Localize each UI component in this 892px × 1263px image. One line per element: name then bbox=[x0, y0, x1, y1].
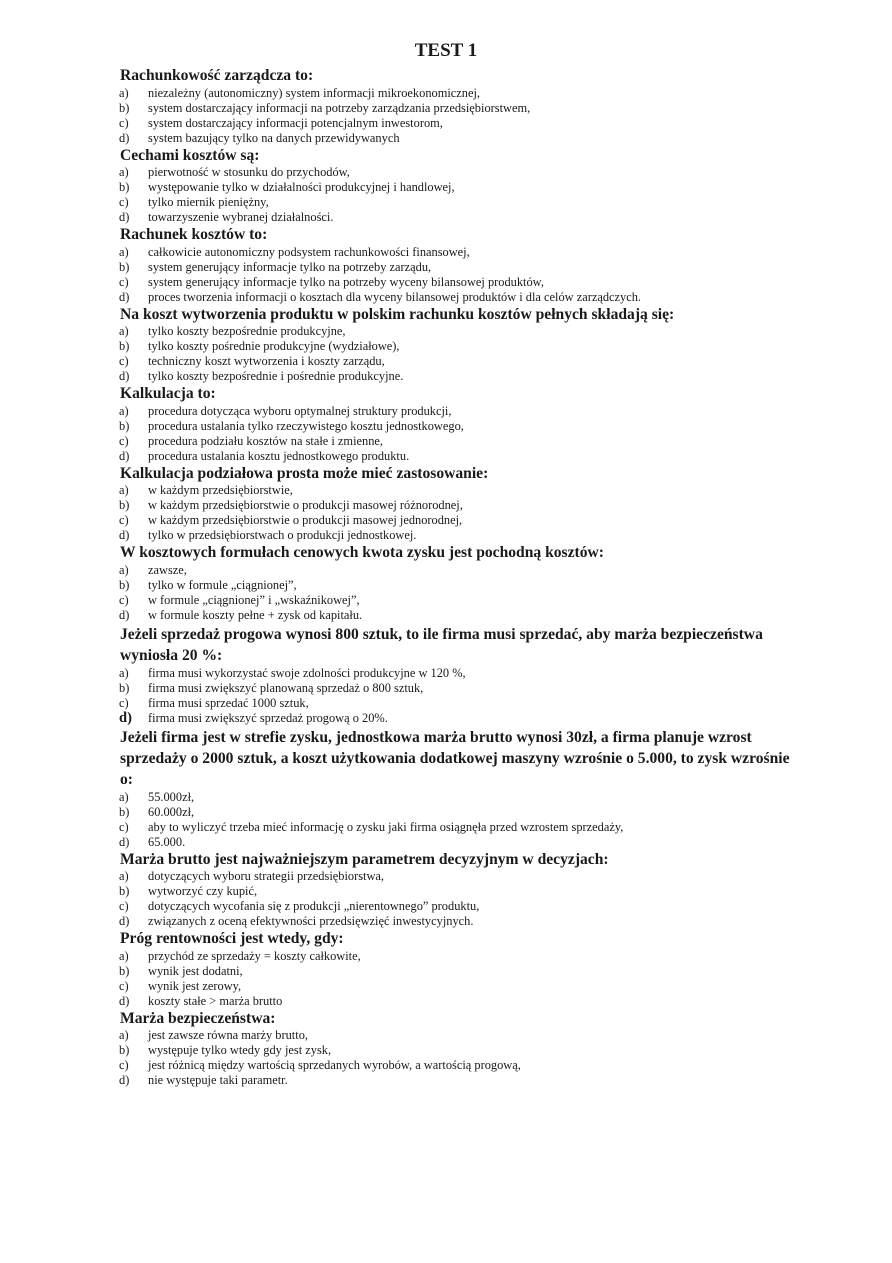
option-letter: d) bbox=[119, 289, 130, 304]
question-list bbox=[119, 66, 799, 1088]
question-block bbox=[119, 930, 799, 1009]
option-letter: b) bbox=[119, 339, 130, 353]
option-text: procedura podziału kosztów na stałe i zmienne, bbox=[148, 433, 383, 448]
option-text: procedura ustalania kosztu jednostkowego produktu. bbox=[148, 448, 410, 463]
question-block bbox=[119, 624, 799, 726]
option-text: 65.000. bbox=[148, 834, 186, 849]
option-letter: b) bbox=[119, 180, 130, 194]
option-text: procedura ustalania tylko rzeczywistego kosztu jednostkowego, bbox=[148, 418, 464, 433]
option-text: firma musi zwiększyć sprzedaż progową o 20%. bbox=[148, 710, 388, 725]
option-letter: c) bbox=[119, 695, 129, 710]
answer-option bbox=[119, 498, 799, 513]
option-text: tylko w przedsiębiorstwach o produkcji jednostkowej. bbox=[148, 528, 417, 542]
option-text: tylko koszty pośrednie produkcyjne (wydziałowe), bbox=[148, 339, 400, 353]
answer-option bbox=[119, 1058, 799, 1073]
question-text: Jeżeli sprzedaż progowa wynosi 800 sztuk, to ile firma musi sprzedać, aby marża bezpieczeństwa wyniosła 20 %: bbox=[120, 625, 763, 664]
answer-option bbox=[119, 711, 799, 726]
option-text: system dostarczający informacji na potrzeby zarządzania przedsiębiorstwem, bbox=[148, 100, 531, 115]
option-text: w każdym przedsiębiorstwie, bbox=[148, 483, 293, 497]
question-block bbox=[119, 465, 799, 544]
option-letter: c) bbox=[119, 195, 129, 209]
option-letter: a) bbox=[119, 665, 129, 680]
option-text: 55.000zł, bbox=[148, 789, 195, 804]
answer-option bbox=[119, 180, 799, 195]
answer-option bbox=[119, 210, 799, 225]
option-letter: a) bbox=[119, 483, 129, 497]
option-letter: c) bbox=[119, 899, 129, 913]
option-text: występowanie tylko w działalności produkcyjnej i handlowej, bbox=[148, 180, 455, 194]
option-letter: d) bbox=[119, 448, 130, 463]
option-letter: d) bbox=[119, 709, 132, 726]
option-letter: c) bbox=[119, 592, 129, 607]
option-letter: a) bbox=[119, 1028, 129, 1042]
question-text: Na koszt wytworzenia produktu w polskim rachunku kosztów pełnych składają się: bbox=[120, 305, 675, 323]
option-text: aby to wyliczyć trzeba mieć informację o zysku jaki firma osiągnęła przed wzrostem sprzedaży, bbox=[148, 819, 624, 834]
option-text: wytworzyć czy kupić, bbox=[148, 884, 258, 898]
option-text: jest różnicą między wartością sprzedanych wyrobów, a wartością progową, bbox=[148, 1058, 521, 1072]
answer-option bbox=[119, 419, 799, 434]
answer-option bbox=[119, 165, 799, 180]
option-text: w każdym przedsiębiorstwie o produkcji masowej różnorodnej, bbox=[148, 498, 463, 512]
answer-option bbox=[119, 483, 799, 498]
option-letter: d) bbox=[119, 1073, 130, 1087]
option-letter: a) bbox=[119, 562, 129, 577]
option-letter: c) bbox=[119, 978, 129, 993]
answer-option bbox=[119, 805, 799, 820]
option-letter: b) bbox=[119, 804, 130, 819]
answer-option bbox=[119, 608, 799, 623]
option-letter: b) bbox=[119, 100, 130, 115]
option-text: pierwotność w stosunku do przychodów, bbox=[148, 165, 350, 179]
option-letter: d) bbox=[119, 607, 130, 622]
option-letter: b) bbox=[119, 963, 130, 978]
option-text: w każdym przedsiębiorstwie o produkcji masowej jednorodnej, bbox=[148, 513, 463, 527]
option-text: nie występuje taki parametr. bbox=[148, 1073, 288, 1087]
answer-option bbox=[119, 404, 799, 419]
page-title: TEST 1 bbox=[414, 40, 478, 61]
question-text: Jeżeli firma jest w strefie zysku, jednostkowa marża brutto wynosi 30zł, a firma planuje wzrost sprzedaży o 2000 sztuk, a koszt użytkowania dodatkowej maszyny wzrośnie o 5.000, to zysk wzrośnie o: bbox=[120, 728, 790, 788]
question-block bbox=[119, 147, 799, 226]
option-letter: c) bbox=[119, 115, 129, 130]
option-text: 60.000zł, bbox=[148, 804, 195, 819]
option-text: występuje tylko wtedy gdy jest zysk, bbox=[148, 1043, 332, 1057]
answer-option bbox=[119, 593, 799, 608]
option-letter: b) bbox=[119, 498, 130, 512]
answer-option bbox=[119, 528, 799, 543]
answer-option bbox=[119, 979, 799, 994]
option-letter: c) bbox=[119, 513, 129, 527]
question-block bbox=[119, 851, 799, 930]
question-text: Marża brutto jest najważniejszym parametrem decyzyjnym w decyzjach: bbox=[120, 850, 609, 868]
question-block bbox=[119, 67, 799, 146]
answer-option bbox=[119, 324, 799, 339]
answer-option bbox=[119, 696, 799, 711]
answer-option bbox=[119, 869, 799, 884]
option-text: wynik jest dodatni, bbox=[148, 963, 243, 978]
option-text: system generujący informacje tylko na potrzeby zarządu, bbox=[148, 259, 432, 274]
option-text: w formule koszty pełne + zysk od kapitału. bbox=[148, 607, 363, 622]
question-text: Kalkulacja to: bbox=[120, 385, 216, 402]
option-text: firma musi sprzedać 1000 sztuk, bbox=[148, 695, 309, 710]
option-text: zawsze, bbox=[148, 562, 187, 577]
answer-option bbox=[119, 884, 799, 899]
answer-option bbox=[119, 899, 799, 914]
answer-option bbox=[119, 790, 799, 805]
option-letter: b) bbox=[119, 259, 130, 274]
option-text: związanych z oceną efektywności przedsięwzięć inwestycyjnych. bbox=[148, 914, 474, 928]
option-letter: a) bbox=[119, 244, 129, 259]
answer-option bbox=[119, 339, 799, 354]
option-text: techniczny koszt wytworzenia i koszty zarządu, bbox=[148, 354, 385, 368]
question-text: W kosztowych formułach cenowych kwota zysku jest pochodną kosztów: bbox=[120, 544, 604, 561]
option-text: tylko koszty bezpośrednie i pośrednie produkcyjne. bbox=[148, 369, 404, 383]
answer-option bbox=[119, 681, 799, 696]
option-text: tylko miernik pieniężny, bbox=[148, 195, 269, 209]
question-text: Rachunkowość zarządcza to: bbox=[120, 67, 314, 84]
option-text: tylko koszty bezpośrednie produkcyjne, bbox=[148, 324, 346, 338]
option-letter: d) bbox=[119, 528, 130, 542]
answer-option bbox=[119, 131, 799, 146]
answer-option bbox=[119, 1043, 799, 1058]
option-text: system generujący informacje tylko na potrzeby wyceny bilansowej produktów, bbox=[148, 274, 544, 289]
question-block bbox=[119, 306, 799, 385]
question-block bbox=[119, 1010, 799, 1089]
option-letter: c) bbox=[119, 433, 129, 448]
question-block bbox=[119, 385, 799, 464]
answer-option bbox=[119, 820, 799, 835]
option-letter: c) bbox=[119, 274, 129, 289]
option-text: towarzyszenie wybranej działalności. bbox=[148, 210, 334, 224]
option-letter: a) bbox=[119, 403, 129, 418]
option-letter: a) bbox=[119, 948, 129, 963]
option-letter: b) bbox=[119, 577, 130, 592]
option-text: niezależny (autonomiczny) system informacji mikroekonomicznej, bbox=[148, 85, 481, 100]
answer-option bbox=[119, 116, 799, 131]
answer-option bbox=[119, 449, 799, 464]
option-text: system bazujący tylko na danych przewidywanych bbox=[148, 130, 400, 145]
question-block bbox=[119, 544, 799, 623]
option-letter: d) bbox=[119, 914, 130, 928]
option-text: koszty stałe > marża brutto bbox=[148, 993, 283, 1008]
option-text: w formule „ciągnionej” i „wskaźnikowej”, bbox=[148, 592, 360, 607]
question-block bbox=[119, 226, 799, 305]
option-letter: d) bbox=[119, 210, 130, 224]
question-text: Cechami kosztów są: bbox=[120, 146, 260, 164]
option-letter: a) bbox=[119, 869, 129, 883]
option-letter: d) bbox=[119, 834, 130, 849]
answer-option bbox=[119, 195, 799, 210]
option-letter: c) bbox=[119, 819, 129, 834]
option-text: dotyczących wyboru strategii przedsiębiorstwa, bbox=[148, 869, 385, 883]
option-text: procedura dotycząca wyboru optymalnej struktury produkcji, bbox=[148, 403, 452, 418]
option-letter: b) bbox=[119, 418, 130, 433]
answer-option bbox=[119, 964, 799, 979]
answer-option bbox=[119, 245, 799, 260]
option-letter: c) bbox=[119, 1058, 129, 1072]
option-letter: d) bbox=[119, 130, 130, 145]
option-letter: c) bbox=[119, 354, 129, 368]
option-text: jest zawsze równa marży brutto, bbox=[148, 1028, 308, 1042]
answer-option bbox=[119, 563, 799, 578]
option-text: firma musi wykorzystać swoje zdolności produkcyjne w 120 %, bbox=[148, 665, 466, 680]
option-letter: a) bbox=[119, 789, 129, 804]
option-letter: d) bbox=[119, 369, 130, 383]
answer-option bbox=[119, 434, 799, 449]
answer-option bbox=[119, 513, 799, 528]
answer-option bbox=[119, 666, 799, 681]
answer-option bbox=[119, 260, 799, 275]
answer-option bbox=[119, 949, 799, 964]
answer-option bbox=[119, 1073, 799, 1088]
answer-option bbox=[119, 914, 799, 929]
question-block bbox=[119, 727, 799, 850]
option-text: tylko w formule „ciągnionej”, bbox=[148, 577, 297, 592]
option-text: całkowicie autonomiczny podsystem rachunkowości finansowej, bbox=[148, 244, 470, 259]
answer-option bbox=[119, 369, 799, 384]
option-letter: a) bbox=[119, 324, 129, 338]
answer-option bbox=[119, 275, 799, 290]
answer-option bbox=[119, 835, 799, 850]
option-text: przychód ze sprzedaży = koszty całkowite, bbox=[148, 948, 361, 963]
question-text: Próg rentowności jest wtedy, gdy: bbox=[120, 930, 344, 947]
answer-option bbox=[119, 994, 799, 1009]
question-text: Kalkulacja podziałowa prosta może mieć zastosowanie: bbox=[120, 464, 489, 482]
option-letter: b) bbox=[119, 680, 130, 695]
option-letter: b) bbox=[119, 1043, 130, 1057]
option-text: proces tworzenia informacji o kosztach dla wyceny bilansowej produktów i dla celów zarządczych. bbox=[148, 289, 642, 304]
answer-option bbox=[119, 354, 799, 369]
option-text: system dostarczający informacji potencjalnym inwestorom, bbox=[148, 115, 443, 130]
question-text: Rachunek kosztów to: bbox=[120, 226, 268, 243]
question-text: Marża bezpieczeństwa: bbox=[120, 1009, 276, 1027]
option-letter: a) bbox=[119, 165, 129, 179]
option-text: wynik jest zerowy, bbox=[148, 978, 242, 993]
answer-option bbox=[119, 101, 799, 116]
option-text: dotyczących wycofania się z produkcji „nierentownego” produktu, bbox=[148, 899, 480, 913]
answer-option bbox=[119, 1028, 799, 1043]
answer-option bbox=[119, 86, 799, 101]
answer-option bbox=[119, 578, 799, 593]
option-letter: b) bbox=[119, 884, 130, 898]
option-text: firma musi zwiększyć planowaną sprzedaż o 800 sztuk, bbox=[148, 680, 424, 695]
option-letter: a) bbox=[119, 85, 129, 100]
answer-option bbox=[119, 290, 799, 305]
option-letter: d) bbox=[119, 993, 130, 1008]
